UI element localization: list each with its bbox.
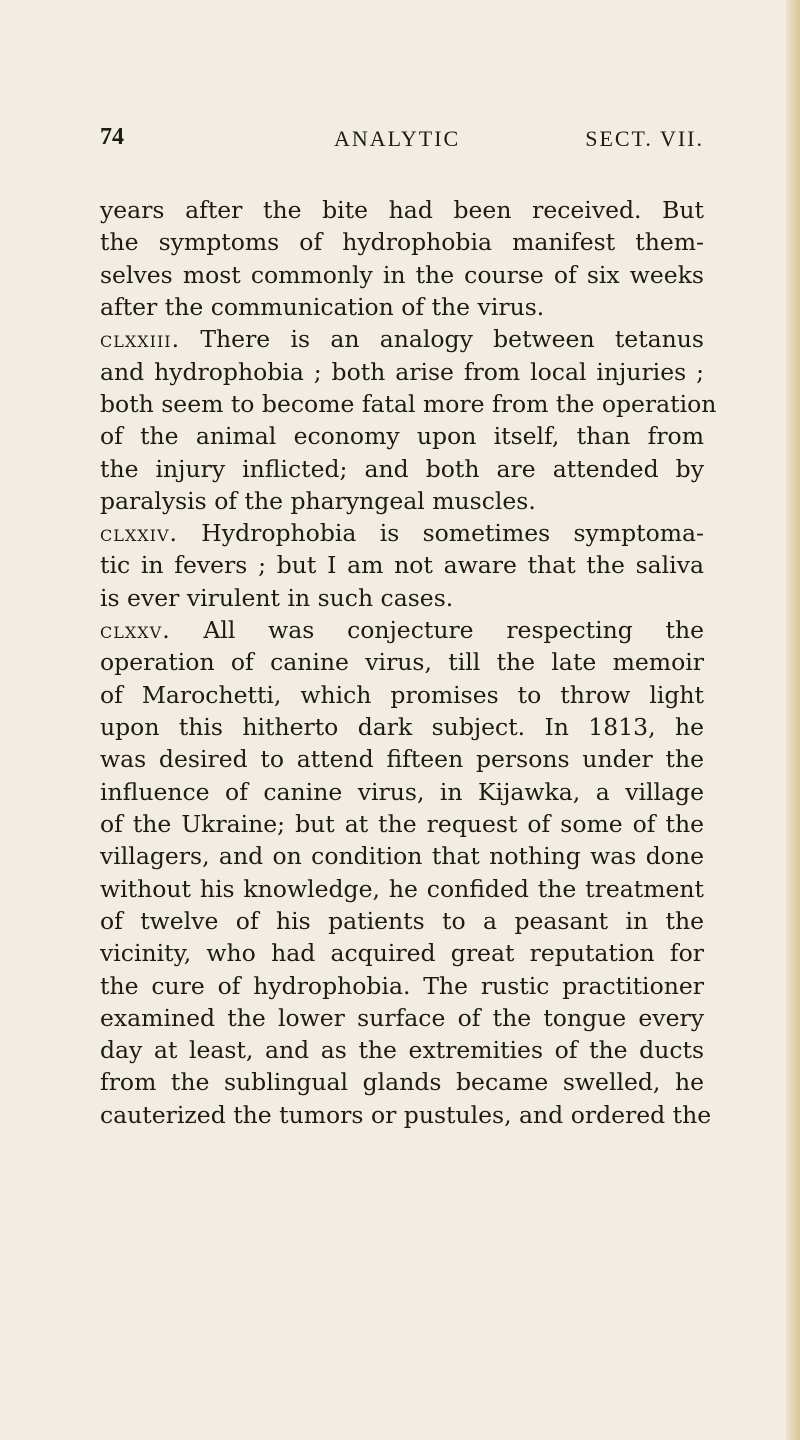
text-line xyxy=(100,485,704,517)
paragraph-number: clxxv. xyxy=(100,616,171,645)
line-text: was desired to attend fifteen persons under the xyxy=(100,745,704,774)
line-text: is ever virulent in such cases. xyxy=(100,583,454,612)
text-line xyxy=(100,420,704,452)
text-line xyxy=(100,226,704,258)
line-text: villagers, and on condition that nothing was done xyxy=(100,842,704,871)
line-text: vicinity, who had acquired great reputation for xyxy=(100,939,704,968)
text-line xyxy=(100,743,704,775)
section-label: SECT. VII. xyxy=(585,126,704,151)
line-text: All was conjecture respecting the xyxy=(170,616,704,645)
line-text: of twelve of his patients to a peasant in the xyxy=(100,906,704,935)
paragraph-start-line xyxy=(100,517,704,549)
page-number: 74 xyxy=(100,124,124,150)
text-line xyxy=(100,646,704,678)
text-line xyxy=(100,937,704,969)
line-text: selves most commonly in the course of six weeks xyxy=(100,260,704,289)
text-line xyxy=(100,291,704,323)
text-line xyxy=(100,776,704,808)
line-text: of the animal economy upon itself, than from xyxy=(100,422,704,451)
text-line xyxy=(100,453,704,485)
line-text: of the Ukraine; but at the request of some of the xyxy=(100,809,704,838)
line-text: the cure of hydrophobia. The rustic practitioner xyxy=(100,971,704,1000)
line-text: without his knowledge, he confided the treatment xyxy=(100,874,704,903)
line-text: the injury inflicted; and both are attended by xyxy=(100,454,704,483)
line-text: cauterized the tumors or pustules, and ordered the xyxy=(100,1100,712,1129)
line-text: Hydrophobia is sometimes symptoma- xyxy=(178,519,704,548)
line-text: the symptoms of hydrophobia manifest them- xyxy=(100,228,704,257)
text-line xyxy=(100,970,704,1002)
text-line xyxy=(100,582,704,614)
text-line xyxy=(100,905,704,937)
line-text: both seem to become fatal more from the operation xyxy=(100,389,717,418)
text-line xyxy=(100,356,704,388)
line-text: There is an analogy between tetanus xyxy=(180,325,704,354)
paragraph-number: clxxiii. xyxy=(100,325,181,354)
text-line xyxy=(100,1099,712,1131)
text-line xyxy=(100,679,704,711)
text-line xyxy=(100,549,704,581)
text-line xyxy=(100,194,704,226)
text-line xyxy=(100,259,704,291)
paragraph-start-line xyxy=(100,323,704,355)
text-line xyxy=(100,1034,704,1066)
line-text: of Marochetti, which promises to throw light xyxy=(100,680,704,709)
text-line xyxy=(100,808,704,840)
page-edge xyxy=(786,0,800,1440)
line-text: tic in fevers ; but I am not aware that the saliva xyxy=(100,551,704,580)
text-line xyxy=(100,873,704,905)
line-text: years after the bite had been received. But xyxy=(100,196,704,224)
line-text: and hydrophobia ; both arise from local injuries ; xyxy=(100,357,704,386)
line-text: upon this hitherto dark subject. In 1813, he xyxy=(100,713,704,741)
line-text: from the sublingual glands became swelled, he xyxy=(100,1068,704,1097)
text-line xyxy=(100,840,704,872)
text-line xyxy=(100,1002,704,1034)
line-text: paralysis of the pharyngeal muscles. xyxy=(100,486,536,515)
text-line xyxy=(100,1066,704,1098)
line-text: examined the lower surface of the tongue every xyxy=(100,1003,704,1032)
line-text: influence of canine virus, in Kijawka, a village xyxy=(100,777,704,806)
line-text: after the communication of the virus. xyxy=(100,292,545,321)
text-line xyxy=(100,711,704,743)
text-line xyxy=(100,388,717,420)
running-head-title: ANALYTIC xyxy=(334,126,461,151)
running-header xyxy=(100,126,704,166)
text-body xyxy=(100,194,717,1131)
line-text: day at least, and as the extremities of the ducts xyxy=(100,1036,704,1065)
line-text: operation of canine virus, till the late memoir xyxy=(100,648,704,677)
paragraph-start-line xyxy=(100,614,704,646)
paragraph-number: clxxiv. xyxy=(100,519,178,548)
